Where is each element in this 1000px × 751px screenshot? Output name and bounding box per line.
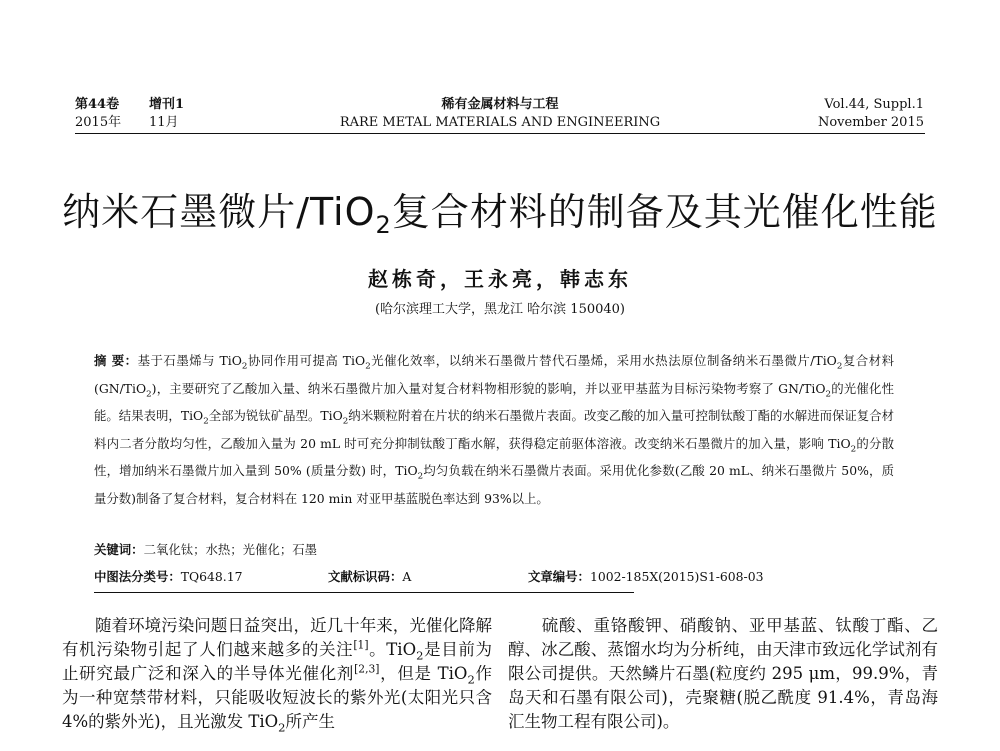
- body-text: 是目前为止研究最广泛和深入的半导体光催化剂: [62, 640, 493, 683]
- body-text: 随着环境污染问题日益突出，近几十年来，光催化降解有机污染物引起了人们越来越多的关注: [62, 616, 492, 659]
- body-text: 硫酸、重铬酸钾、硝酸钠、亚甲基蓝、钛酸丁酯、乙醇、冰乙酸、蒸馏水均为分析纯，由天津市致远化学试剂有限公司提供。天然鳞片石墨(粒度约 295 μm，99.9%，青岛天和石墨有限公司)，壳聚糖(脱乙酰度 91.4%，青岛海汇生物工程有限公司)。: [508, 616, 938, 731]
- abstract-subscript: 2: [825, 389, 831, 400]
- abstract: [94, 347, 894, 513]
- doc-code-label: 文献标识码：: [328, 569, 403, 584]
- abstract-subscript: 2: [365, 361, 371, 372]
- keywords-label: 关键词：: [94, 542, 144, 557]
- header-month-cn: 11月: [149, 115, 179, 130]
- body-text: 。TiO: [368, 640, 417, 659]
- abstract-rule: [94, 592, 634, 593]
- article-number: [528, 567, 764, 585]
- header-issue-cn: 增刊1: [149, 97, 185, 112]
- article-title: [0, 188, 1000, 239]
- abstract-text: 基于石墨烯与 TiO: [137, 353, 242, 368]
- body-subscript: 2: [278, 720, 286, 735]
- clc-number: [94, 567, 243, 585]
- citation-ref: [1]: [353, 638, 369, 652]
- doc-code-value: A: [402, 569, 412, 584]
- abstract-subscript: 2: [146, 389, 152, 400]
- abstract-text: )，主要研究了乙酸加入量、纳米石墨微片加入量对复合材料物相形貌的影响，并以亚甲基蓝为目标污染物考察了 GN/TiO: [151, 380, 826, 396]
- abstract-subscript: 2: [241, 361, 248, 372]
- body-column-right: [508, 614, 938, 734]
- abstract-text: 全部为锐钛矿晶型。TiO: [208, 408, 343, 424]
- abstract-text: 光催化效率，以纳米石墨微片替代石墨烯，采用水热法原位制备纳米石墨微片/TiO: [370, 353, 837, 368]
- header-issue-en: [680, 96, 924, 132]
- clc-value: TQ648.17: [180, 569, 243, 584]
- abstract-text: 均匀负载在纳米石墨微片表面。采用优化参数(乙酸 20 mL、纳米石墨微片 50%，质量分数)制备了复合材料，复合材料在 120 min 对亚甲基蓝脱色率达到 93%以上。: [94, 463, 894, 506]
- header-date-en: November 2015: [817, 115, 924, 130]
- abstract-subscript: 2: [836, 361, 843, 372]
- citation-ref: [2,3]: [354, 662, 380, 676]
- document-code: [328, 567, 411, 585]
- article-number-label: 文章编号：: [528, 569, 590, 584]
- header-volume-en: Vol.44, Suppl.1: [824, 97, 924, 112]
- abstract-text: 的分散性，增加纳米石墨微片加入量到 50% (质量分数) 时，TiO: [94, 435, 895, 479]
- affiliation: (哈尔滨理工大学，黑龙江 哈尔滨 150040): [374, 302, 626, 317]
- header-journal-cn: 稀有金属材料与工程: [441, 97, 559, 112]
- body-text: ，但是 TiO: [379, 664, 468, 683]
- abstract-subscript: 2: [417, 471, 424, 482]
- header-journal: [250, 96, 750, 132]
- body-subscript: 2: [467, 672, 475, 687]
- body-subscript: 2: [416, 648, 424, 663]
- header-year-cn: 2015年: [75, 115, 122, 130]
- keywords-text: 二氧化钛；水热；光催化；石墨: [143, 542, 318, 557]
- abstract-text: 纳米颗粒附着在片状的纳米石墨微片表面。改变乙酸的加入量可控制钛酸丁酯的水解进而保证复合材料内二者分散均匀性，乙酸加入量为 20 mL 时可充分抑制钛酸丁酯水解，获得稳定前驱体溶液。改变纳米石墨微片的加入量，影响 TiO: [94, 408, 895, 451]
- abstract-text: 的光催化性能。结果表明，TiO: [94, 380, 894, 424]
- abstract-text: 复合材料(GN/TiO: [94, 353, 894, 396]
- body-text: 作为一种宽禁带材料，只能吸收短波长的紫外光(太阳光只含 4%的紫外光)，且光激发 TiO: [62, 664, 493, 731]
- header-rule: [75, 133, 925, 134]
- body-column-left: [62, 614, 492, 734]
- header-volume-info: [75, 96, 275, 132]
- title-subscript: 2: [375, 211, 392, 239]
- clc-label: 中图法分类号：: [94, 569, 181, 584]
- title-part-2: 复合材料的制备及其光催化性能: [391, 190, 938, 234]
- article-number-value: 1002-185X(2015)S1-608-03: [589, 569, 764, 584]
- abstract-subscript: 2: [203, 416, 209, 427]
- abstract-subscript: 2: [342, 416, 349, 427]
- body-text: 所产生: [285, 712, 336, 731]
- title-part-1: 纳米石墨微片/TiO: [62, 190, 376, 234]
- abstract-subscript: 2: [850, 444, 857, 455]
- header-journal-en: RARE METAL MATERIALS AND ENGINEERING: [339, 115, 661, 130]
- abstract-text: 协同作用可提高 TiO: [247, 353, 366, 368]
- abstract-label: 摘 要：: [94, 353, 138, 368]
- keywords: [94, 540, 317, 558]
- author-list: 赵栋奇，王永亮，韩志东: [368, 267, 632, 291]
- header-volume-cn: 第44卷: [75, 97, 120, 112]
